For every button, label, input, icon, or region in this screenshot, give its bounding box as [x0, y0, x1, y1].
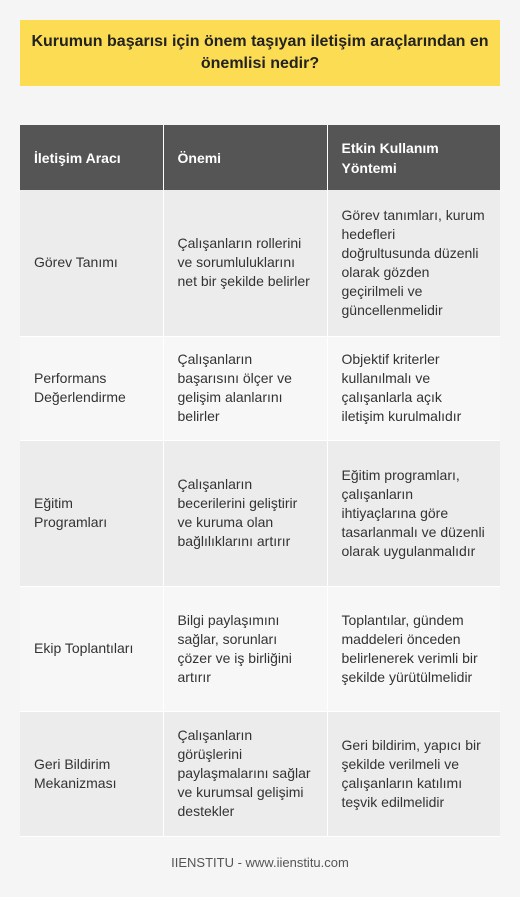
cell-importance: Bilgi paylaşımını sağlar, sorunları çözer ve iş birliğini artırır: [163, 586, 327, 711]
table-row: [20, 711, 500, 836]
cell-tool: Ekip Toplantıları: [20, 586, 163, 711]
table-row: [20, 190, 500, 336]
cell-tool: Geri Bildirim Mekanizması: [20, 711, 163, 836]
title-banner: [20, 20, 500, 86]
header-method: Etkin Kullanım Yöntemi: [327, 125, 500, 190]
cell-method: Geri bildirim, yapıcı bir şekilde verilmeli ve çalışanların katılımı teşvik edilmelidir: [327, 711, 500, 836]
cell-importance: Çalışanların görüşlerini paylaşmalarını sağlar ve kurumsal gelişimi destekler: [163, 711, 327, 836]
cell-method: Objektif kriterler kullanılmalı ve çalışanlarla açık iletişim kurulmalıdır: [327, 336, 500, 440]
cell-method: Toplantılar, gündem maddeleri önceden belirlenerek verimli bir şekilde yürütülmelidir: [327, 586, 500, 711]
table-header-row: [20, 125, 500, 190]
comparison-table: [20, 125, 500, 837]
cell-importance: Çalışanların rollerini ve sorumluluklarını net bir şekilde belirler: [163, 190, 327, 336]
cell-method: Eğitim programları, çalışanların ihtiyaçlarına göre tasarlanmalı ve düzenli olarak uygulanmalıdır: [327, 440, 500, 586]
cell-tool: Görev Tanımı: [20, 190, 163, 336]
header-importance: Önemi: [163, 125, 327, 190]
cell-method: Görev tanımları, kurum hedefleri doğrultusunda düzenli olarak gözden geçirilmeli ve güncellenmelidir: [327, 190, 500, 336]
footer-credit: IIENSTITU - www.iienstitu.com: [171, 855, 349, 870]
header-tool: İletişim Aracı: [20, 125, 163, 190]
table-container: [20, 125, 500, 837]
cell-tool: Eğitim Programları: [20, 440, 163, 586]
cell-importance: Çalışanların becerilerini geliştirir ve kuruma olan bağlılıklarını artırır: [163, 440, 327, 586]
table-row: [20, 336, 500, 440]
table-row: [20, 586, 500, 711]
cell-importance: Çalışanların başarısını ölçer ve gelişim alanlarını belirler: [163, 336, 327, 440]
table-row: [20, 440, 500, 586]
cell-tool: Performans Değerlendirme: [20, 336, 163, 440]
page-title: Kurumun başarısı için önem taşıyan iletişim araçlarından en önemlisi nedir?: [31, 33, 489, 72]
